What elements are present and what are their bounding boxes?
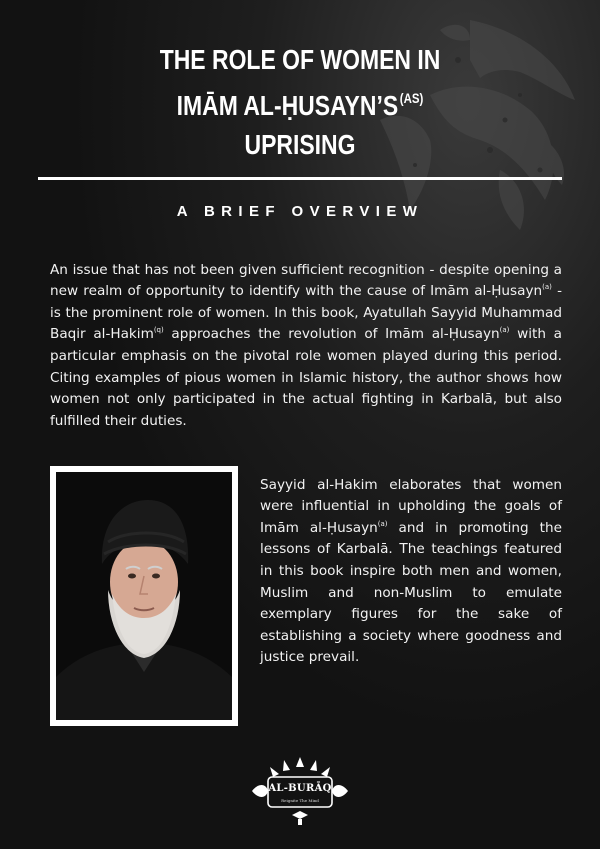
p2-text-2: and in promoting the lessons of Karbalā. The teachings featured in this book inspire both men and women, Muslim and non-Muslim to emulate exemplary figures for the sake of establishing a society where goodness and justice prevail. xyxy=(260,519,562,666)
logo-tagline: Reignite The Mind xyxy=(281,798,319,803)
overview-paragraph-1 xyxy=(50,260,562,433)
title-line-1: THE ROLE OF WOMEN IN xyxy=(159,44,441,75)
subtitle: A BRIEF OVERVIEW xyxy=(176,203,424,220)
book-title xyxy=(54,40,546,164)
p1-text-2: - is the prominent role of women. In this book, Ayatullah Sayyid Muhammad Baqir al-Hakim xyxy=(50,283,562,343)
p1-text-1: An issue that has not been given sufficient recognition - despite opening a new realm of opportunity to identify with the cause of Imām al-Ḥusayn xyxy=(50,261,562,300)
logo-name: AL-BURĀQ xyxy=(268,783,332,794)
portrait-photo xyxy=(56,472,232,720)
p2-honorific-1: (a) xyxy=(377,519,388,528)
p1-text-4: with a particular emphasis on the pivotal role women played during this period. Citing examples of pious women in Islamic history, the author shows how women not only participated in the actual fighting in Karbalā, but also fulfilled their duties. xyxy=(50,326,562,429)
title-line-2 xyxy=(54,79,546,125)
author-photo-frame xyxy=(50,466,238,726)
title-line-2-text: IMĀM AL-ḤUSAYN’S xyxy=(176,90,399,121)
p1-text-3: approaches the revolution of Imām al-Ḥusayn xyxy=(163,326,500,343)
title-honorific: (AS) xyxy=(399,90,424,106)
p1-honorific-3: (a) xyxy=(499,326,510,335)
p1-honorific-2: (q) xyxy=(153,326,164,335)
p2-text-1: Sayyid al-Hakim elaborates that women were influential in upholding the goals of Imām al-Ḥusayn xyxy=(260,476,562,536)
overview-paragraph-2 xyxy=(260,475,562,669)
p1-honorific-1: (a) xyxy=(542,283,552,292)
title-divider xyxy=(38,177,562,180)
title-line-3: UPRISING xyxy=(244,129,356,160)
